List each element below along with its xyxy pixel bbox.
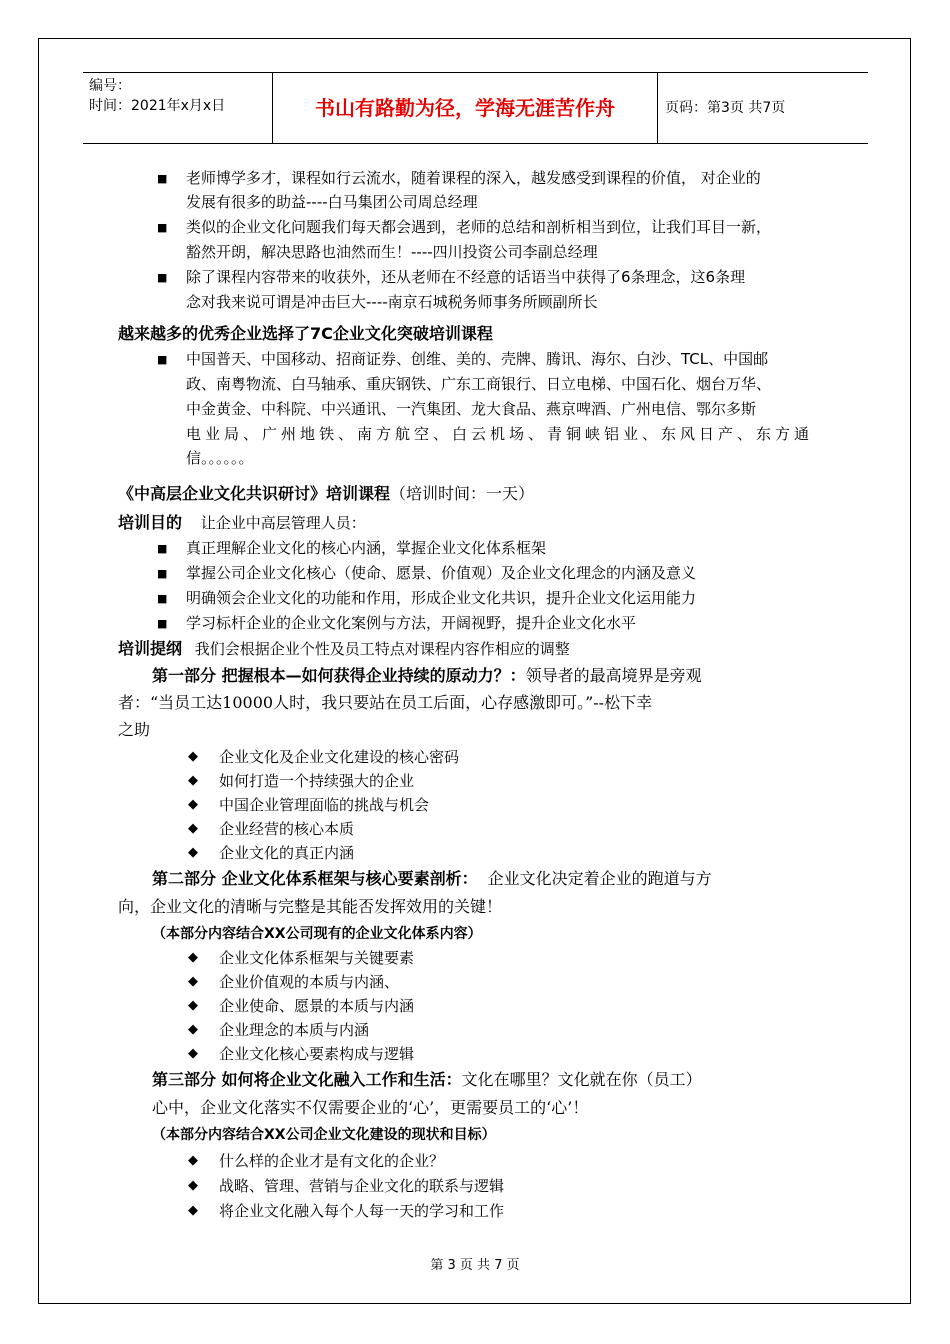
part1-line: 之助 — [118, 720, 151, 739]
square-bullet-icon: ■ — [157, 271, 168, 284]
part2-title: 第二部分 企业文化体系框架与核心要素剖析： — [152, 869, 478, 888]
square-bullet-icon: ■ — [157, 353, 168, 366]
goal-text: 让企业中高层管理人员： — [200, 514, 366, 532]
part1-item: 如何打造一个持续强大的企业 — [219, 772, 415, 790]
clients-line: 政、南粤物流、白马轴承、重庆钢铁、广东工商银行、日立电梯、中国石化、烟台万华、 — [186, 375, 772, 393]
part2-heading — [152, 867, 712, 891]
part1-item: 企业经营的核心本质 — [219, 820, 355, 838]
clients-line: 电业局、广州地铁、南方航空、白云机场、青铜峡铝业、东风日产、东方通 — [186, 425, 814, 443]
part2-note: （本部分内容结合XX公司现有的企业文化体系内容） — [152, 926, 482, 942]
header-motto: 书山有路勤为径，学海无涯苦作舟 — [273, 73, 658, 143]
testimonial-line: 除了课程内容带来的收获外，还从老师在不经意的话语当中获得了6条理念，这6条理 — [186, 268, 746, 286]
testimonial-line: 老师博学多才，课程如行云流水，随着课程的深入，越发感受到课程的价值， 对企业的 — [186, 169, 761, 187]
diamond-bullet-icon: ◆ — [188, 1178, 198, 1193]
goal-item: 掌握公司企业文化核心（使命、愿景、价值观）及企业文化理念的内涵及意义 — [186, 564, 697, 582]
course-title-line — [118, 482, 534, 506]
square-bullet-icon: ■ — [157, 542, 168, 555]
part3-item: 什么样的企业才是有文化的企业？ — [219, 1152, 445, 1170]
diamond-bullet-icon: ◆ — [188, 974, 198, 989]
square-bullet-icon: ■ — [157, 172, 168, 185]
diamond-bullet-icon: ◆ — [188, 797, 198, 812]
part2-line: 向，企业文化的清晰与完整是其能否发挥效用的关键！ — [118, 897, 503, 916]
clients-line: 信。。。。。。 — [186, 449, 254, 467]
diamond-bullet-icon: ◆ — [188, 950, 198, 965]
part1-line: 领导者的最高境界是旁观 — [525, 666, 702, 685]
clients-heading: 越来越多的优秀企业选择了7C企业文化突破培训课程 — [118, 324, 493, 343]
course-title: 《中高层企业文化共识研讨》培训课程 — [118, 484, 391, 503]
part2-item: 企业文化体系框架与关键要素 — [219, 949, 415, 967]
course-time-note: （培训时间：一天） — [390, 484, 535, 503]
goal-item: 明确领会企业文化的功能和作用，形成企业文化共识，提升企业文化运用能力 — [186, 589, 697, 607]
part2-item: 企业价值观的本质与内涵、 — [219, 973, 400, 991]
part1-title: 第一部分 把握根本—如何获得企业持续的原动力？： — [152, 666, 526, 685]
diamond-bullet-icon: ◆ — [188, 773, 198, 788]
square-bullet-icon: ■ — [157, 567, 168, 580]
part3-item: 战略、管理、营销与企业文化的联系与逻辑 — [219, 1177, 505, 1195]
diamond-bullet-icon: ◆ — [188, 1153, 198, 1168]
part3-heading — [152, 1068, 702, 1092]
part1-line: 者：“当员工达10000人时，我只要站在员工后面，心存感激即可。”--松下幸 — [118, 693, 653, 712]
header-meta — [83, 73, 273, 143]
part2-item: 企业文化核心要素构成与逻辑 — [219, 1045, 415, 1063]
part3-note: （本部分内容结合XX公司企业文化建设的现状和目标） — [152, 1127, 496, 1143]
part1-heading — [152, 664, 702, 688]
part2-item: 企业使命、愿景的本质与内涵 — [219, 997, 415, 1015]
diamond-bullet-icon: ◆ — [188, 1203, 198, 1218]
diamond-bullet-icon: ◆ — [188, 1046, 198, 1061]
part3-item: 将企业文化融入每个人每一天的学习和工作 — [219, 1202, 505, 1220]
clients-line: 中国普天、中国移动、招商证券、创维、美的、壳牌、腾讯、海尔、白沙、TCL、中国邮 — [186, 350, 769, 368]
testimonial-line: 发展有很多的助益----白马集团公司周总经理 — [186, 193, 478, 211]
header-page-label: 页码：第3页 共7页 — [665, 100, 786, 116]
goal-label: 培训目的 — [118, 513, 183, 532]
goal-item: 真正理解企业文化的核心内涵，掌握企业文化体系框架 — [186, 539, 547, 557]
outline-line — [118, 637, 570, 661]
clients-line: 中金黄金、中科院、中兴通讯、一汽集团、龙大食品、燕京啤酒、广州电信、鄂尔多斯 — [186, 400, 757, 418]
testimonial-line: 类似的企业文化问题我们每天都会遇到，老师的总结和剖析相当到位，让我们耳目一新， — [186, 218, 772, 236]
document-header — [83, 72, 868, 144]
part2-item: 企业理念的本质与内涵 — [219, 1021, 370, 1039]
square-bullet-icon: ■ — [157, 617, 168, 630]
goal-line — [118, 511, 366, 535]
diamond-bullet-icon: ◆ — [188, 845, 198, 860]
diamond-bullet-icon: ◆ — [188, 749, 198, 764]
part3-title: 第三部分 如何将企业文化融入工作和生活： — [152, 1070, 462, 1089]
testimonial-line: 豁然开朗，解决思路也油然而生！----四川投资公司李副总经理 — [186, 243, 598, 261]
goal-item: 学习标杆企业的企业文化案例与方法，开阔视野，提升企业文化水平 — [186, 614, 637, 632]
part1-item: 中国企业管理面临的挑战与机会 — [219, 796, 430, 814]
diamond-bullet-icon: ◆ — [188, 1022, 198, 1037]
part1-item: 企业文化及企业文化建设的核心密码 — [219, 748, 460, 766]
outline-text: 我们会根据企业个性及员工特点对课程内容作相应的调整 — [194, 640, 570, 658]
outline-label: 培训提纲 — [118, 639, 183, 658]
part3-line: 心中，企业文化落实不仅需要企业的‘心’，更需要员工的‘心’！ — [152, 1098, 589, 1117]
part3-line: 文化在哪里？文化就在你（员工） — [461, 1070, 702, 1089]
square-bullet-icon: ■ — [157, 221, 168, 234]
testimonial-line: 念对我来说可谓是冲击巨大----南京石城税务师事务所顾副所长 — [186, 293, 598, 311]
diamond-bullet-icon: ◆ — [188, 821, 198, 836]
page-footer: 第 3 页 共 7 页 — [430, 1258, 520, 1273]
part2-line: 企业文化决定着企业的跑道与方 — [487, 869, 712, 888]
number-label: 编号： — [89, 78, 131, 94]
diamond-bullet-icon: ◆ — [188, 998, 198, 1013]
time-label: 时间：2021年x月x日 — [89, 98, 226, 114]
part1-item: 企业文化的真正内涵 — [219, 844, 355, 862]
square-bullet-icon: ■ — [157, 592, 168, 605]
